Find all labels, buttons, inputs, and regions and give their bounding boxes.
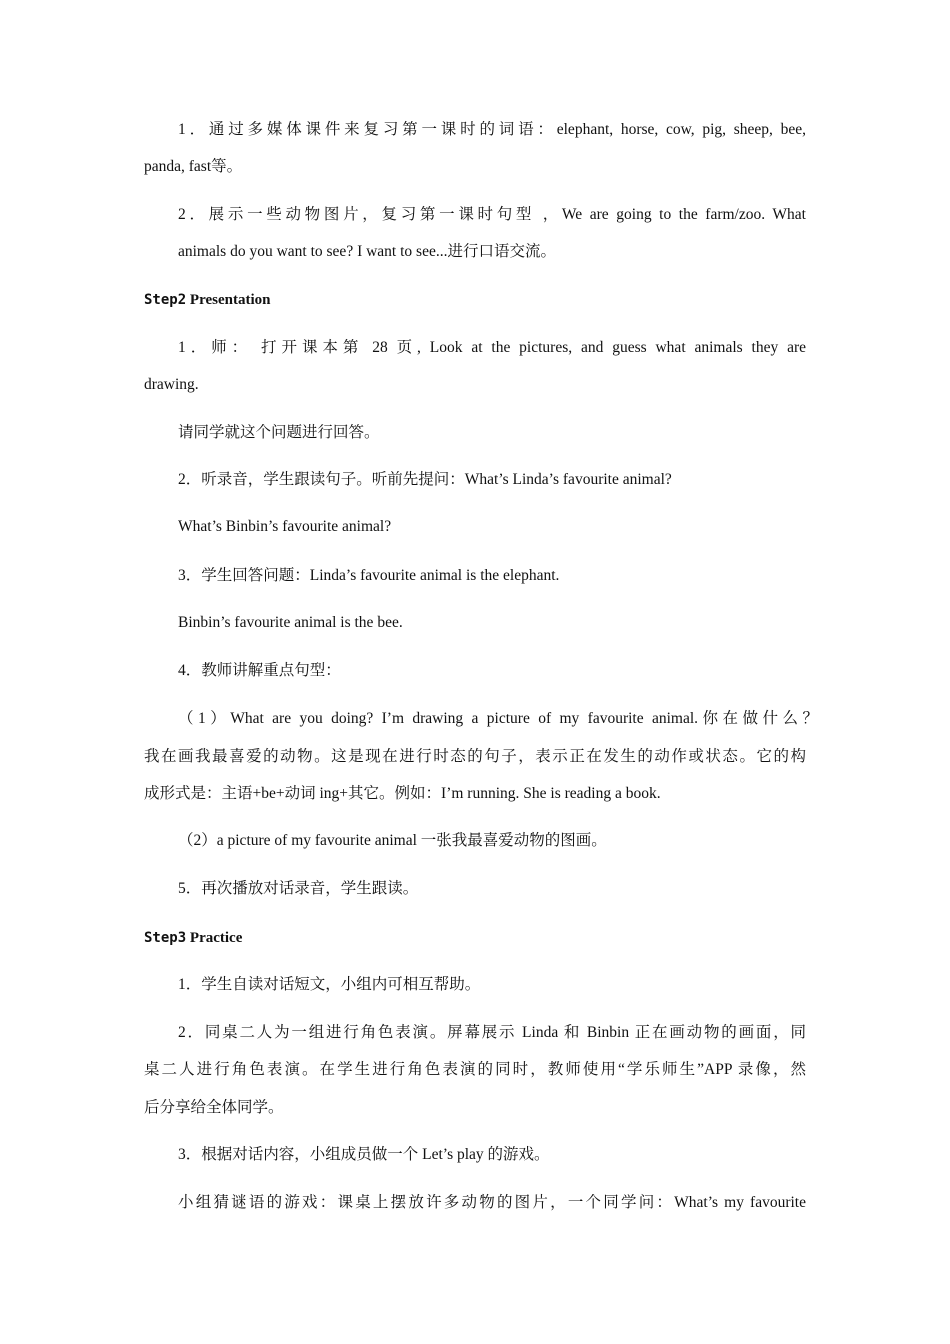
paragraph-line: 小组猜谜语的游戏：课桌上摆放许多动物的图片，一个同学问：What’s my favourite — [178, 1194, 806, 1211]
paragraph-line: 后分享给全体同学。 — [144, 1099, 284, 1116]
paragraph-line: 1．通过多媒体课件来复习第一课时的词语：elephant, horse, cow, pig, sheep, bee, — [178, 121, 806, 138]
section-heading-step2 — [144, 290, 270, 310]
paragraph-line: 5．再次播放对话录音，学生跟读。 — [178, 880, 419, 897]
paragraph-line: 2．听录音，学生跟读句子。听前先提问：What’s Linda’s favourite animal? — [178, 471, 672, 488]
paragraph-line: （2）a picture of my favourite animal 一张我最喜爱动物的图画。 — [178, 832, 607, 849]
paragraph-line: 1．学生自读对话短文，小组内可相互帮助。 — [178, 976, 481, 993]
paragraph-line: Binbin’s favourite animal is the bee. — [178, 614, 403, 631]
section-heading-step3 — [144, 928, 242, 948]
heading-label: Step2 — [144, 292, 187, 308]
paragraph-line: 成形式是：主语+be+动词 ing+其它。例如：I’m running. She is reading a book. — [144, 785, 661, 802]
paragraph-line: 3．根据对话内容，小组成员做一个 Let’s play 的游戏。 — [178, 1146, 550, 1163]
paragraph-line: What’s Binbin’s favourite animal? — [178, 518, 392, 535]
paragraph-line: animals do you want to see? I want to see...进行口语交流。 — [178, 243, 556, 260]
paragraph-line: 我在画我最喜爱的动物。这是现在进行时态的句子，表示正在发生的动作或状态。它的构 — [144, 748, 806, 765]
paragraph-line: drawing. — [144, 376, 199, 393]
paragraph-line: panda, fast等。 — [144, 158, 243, 175]
heading-title: Practice — [189, 930, 243, 946]
paragraph-line: （1）What are you doing? I’m drawing a picture of my favourite animal.你在做什么？ — [178, 710, 818, 727]
paragraph-line: 4．教师讲解重点句型： — [178, 662, 341, 679]
paragraph-line: 请同学就这个问题进行回答。 — [178, 424, 380, 441]
paragraph-line: 3．学生回答问题：Linda’s favourite animal is the elephant. — [178, 567, 560, 584]
heading-title: Presentation — [189, 292, 271, 308]
paragraph-line: 1．师： 打开课本第 28 页, Look at the pictures, and guess what animals they are — [178, 339, 806, 356]
paragraph-line: 2．同桌二人为一组进行角色表演。屏幕展示 Linda 和 Binbin 正在画动物的画面，同 — [178, 1024, 806, 1041]
paragraph-line: 2．展示一些动物图片，复习第一课时句型 ，We are going to the farm/zoo. What — [178, 206, 806, 223]
heading-label: Step3 — [144, 930, 187, 946]
paragraph-line: 桌二人进行角色表演。在学生进行角色表演的同时，教师使用“学乐师生”APP 录像，然 — [144, 1061, 806, 1078]
